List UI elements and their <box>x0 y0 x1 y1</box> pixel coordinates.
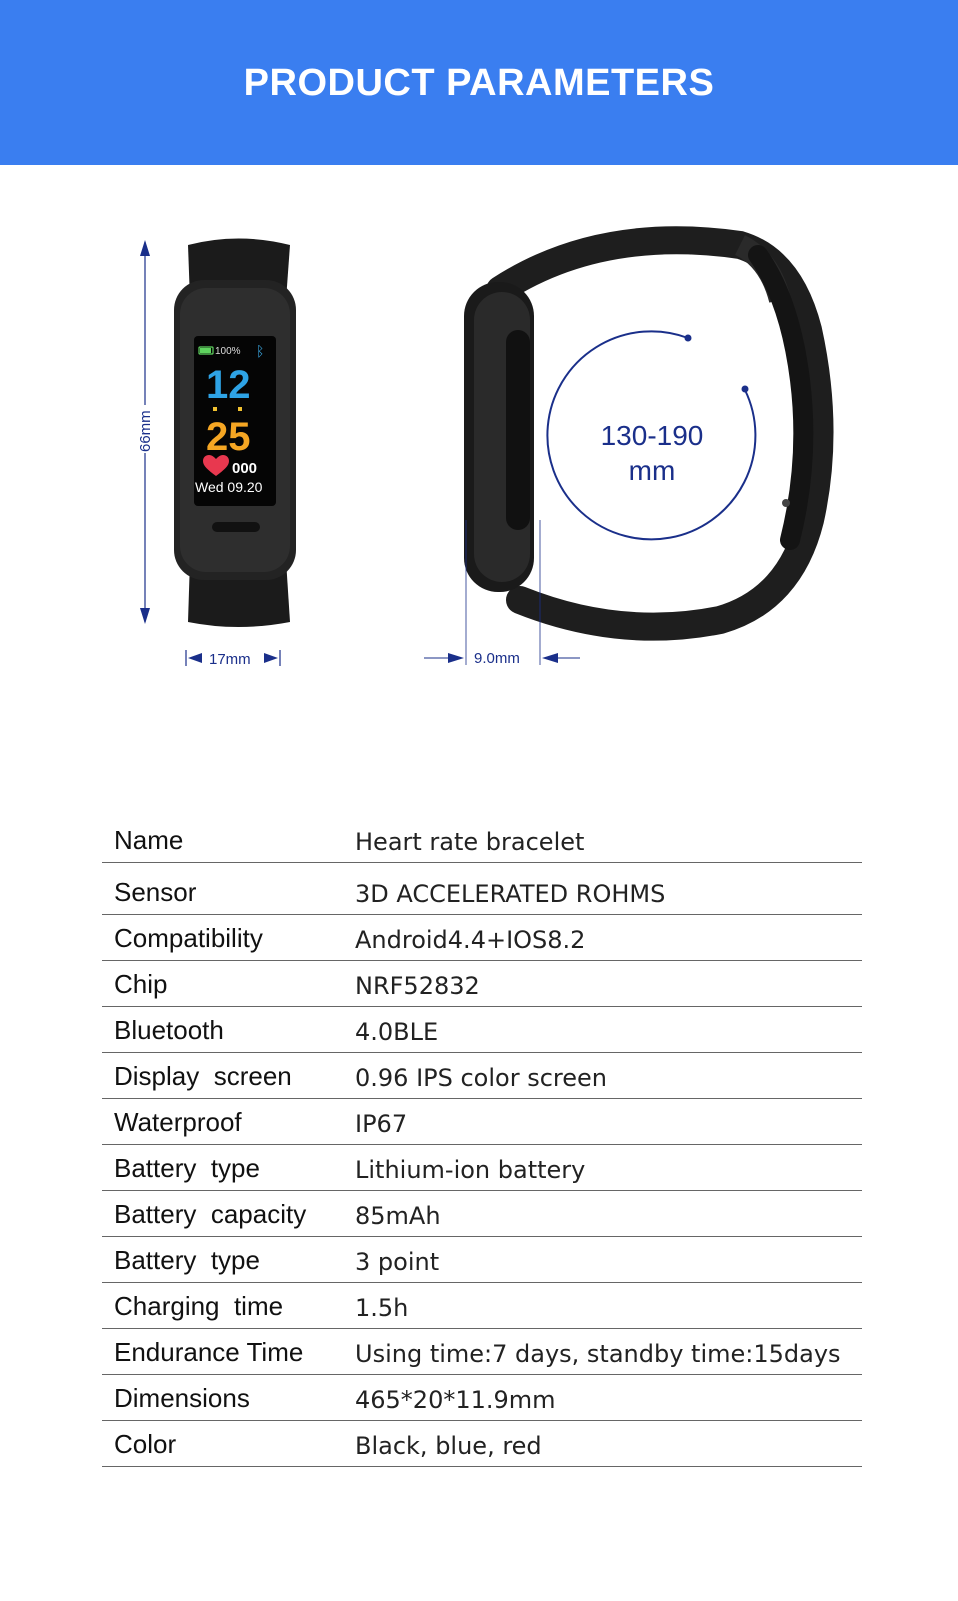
page-title: PRODUCT PARAMETERS <box>243 62 715 104</box>
spec-key: Dimensions <box>114 1383 250 1413</box>
spec-value: Android4.4+IOS8.2 <box>355 926 586 954</box>
spec-row <box>102 961 862 1007</box>
spec-key: Name <box>114 825 184 855</box>
spec-key: Waterproof <box>114 1107 242 1137</box>
spec-row <box>102 1145 862 1191</box>
spec-row <box>102 1329 862 1375</box>
spec-key: Compatibility <box>114 923 263 953</box>
spec-value: 465*20*11.9mm <box>355 1386 556 1414</box>
spec-row <box>102 1375 862 1421</box>
spec-key: Endurance Time <box>114 1337 304 1367</box>
header-banner <box>0 0 958 165</box>
spec-key: Charging time <box>114 1291 284 1321</box>
spec-key: Sensor <box>114 877 197 907</box>
width-dimension <box>186 650 280 668</box>
watch-minute: 25 <box>206 415 251 459</box>
thickness-label: 9.0mm <box>474 650 520 667</box>
spec-row <box>102 808 862 863</box>
spec-key: Battery capacity <box>114 1199 307 1229</box>
spec-value: 3 point <box>355 1248 440 1276</box>
heart-rate-value: 000 <box>232 460 258 477</box>
watch-hour: 12 <box>206 363 251 407</box>
spec-row <box>102 1237 862 1283</box>
spec-table <box>102 808 862 1467</box>
spec-value: IP67 <box>355 1110 408 1138</box>
spec-row <box>102 1099 862 1145</box>
spec-value: Using time:7 days, standby time:15days <box>355 1340 841 1368</box>
watch-date: Wed 09.20 <box>195 479 263 495</box>
spec-value: 0.96 IPS color screen <box>355 1064 607 1092</box>
product-illustration <box>0 165 958 725</box>
front-watch <box>174 239 296 628</box>
height-dimension <box>137 240 154 624</box>
circumference-value: 130-190 <box>600 420 704 451</box>
spec-row <box>102 1191 862 1237</box>
spec-row <box>102 1283 862 1329</box>
spec-value: Black, blue, red <box>355 1432 542 1460</box>
battery-percent: 100% <box>215 346 241 357</box>
spec-value: 85mAh <box>355 1202 441 1230</box>
spec-key: Battery type <box>114 1153 260 1183</box>
spec-value: 1.5h <box>355 1294 409 1322</box>
spec-key: Bluetooth <box>114 1015 224 1045</box>
spec-row <box>102 1053 862 1099</box>
spec-value: 3D ACCELERATED ROHMS <box>355 880 666 908</box>
spec-value: Heart rate bracelet <box>355 828 585 856</box>
spec-row <box>102 915 862 961</box>
spec-value: 4.0BLE <box>355 1018 439 1046</box>
spec-row <box>102 1007 862 1053</box>
spec-row <box>102 1421 862 1467</box>
spec-key: Color <box>114 1429 177 1459</box>
spec-value: Lithium-ion battery <box>355 1156 586 1184</box>
height-label: 66mm <box>137 410 154 452</box>
circumference-unit: mm <box>628 455 676 486</box>
spec-value: NRF52832 <box>355 972 480 1000</box>
bluetooth-icon: ᛒ <box>256 344 265 360</box>
spec-row <box>102 869 862 915</box>
spec-key: Display screen <box>114 1061 292 1091</box>
circumference-indicator <box>547 331 755 539</box>
spec-key: Chip <box>114 969 168 999</box>
dimension-figure <box>0 165 958 725</box>
width-label: 17mm <box>209 651 251 668</box>
spec-key: Battery type <box>114 1245 260 1275</box>
